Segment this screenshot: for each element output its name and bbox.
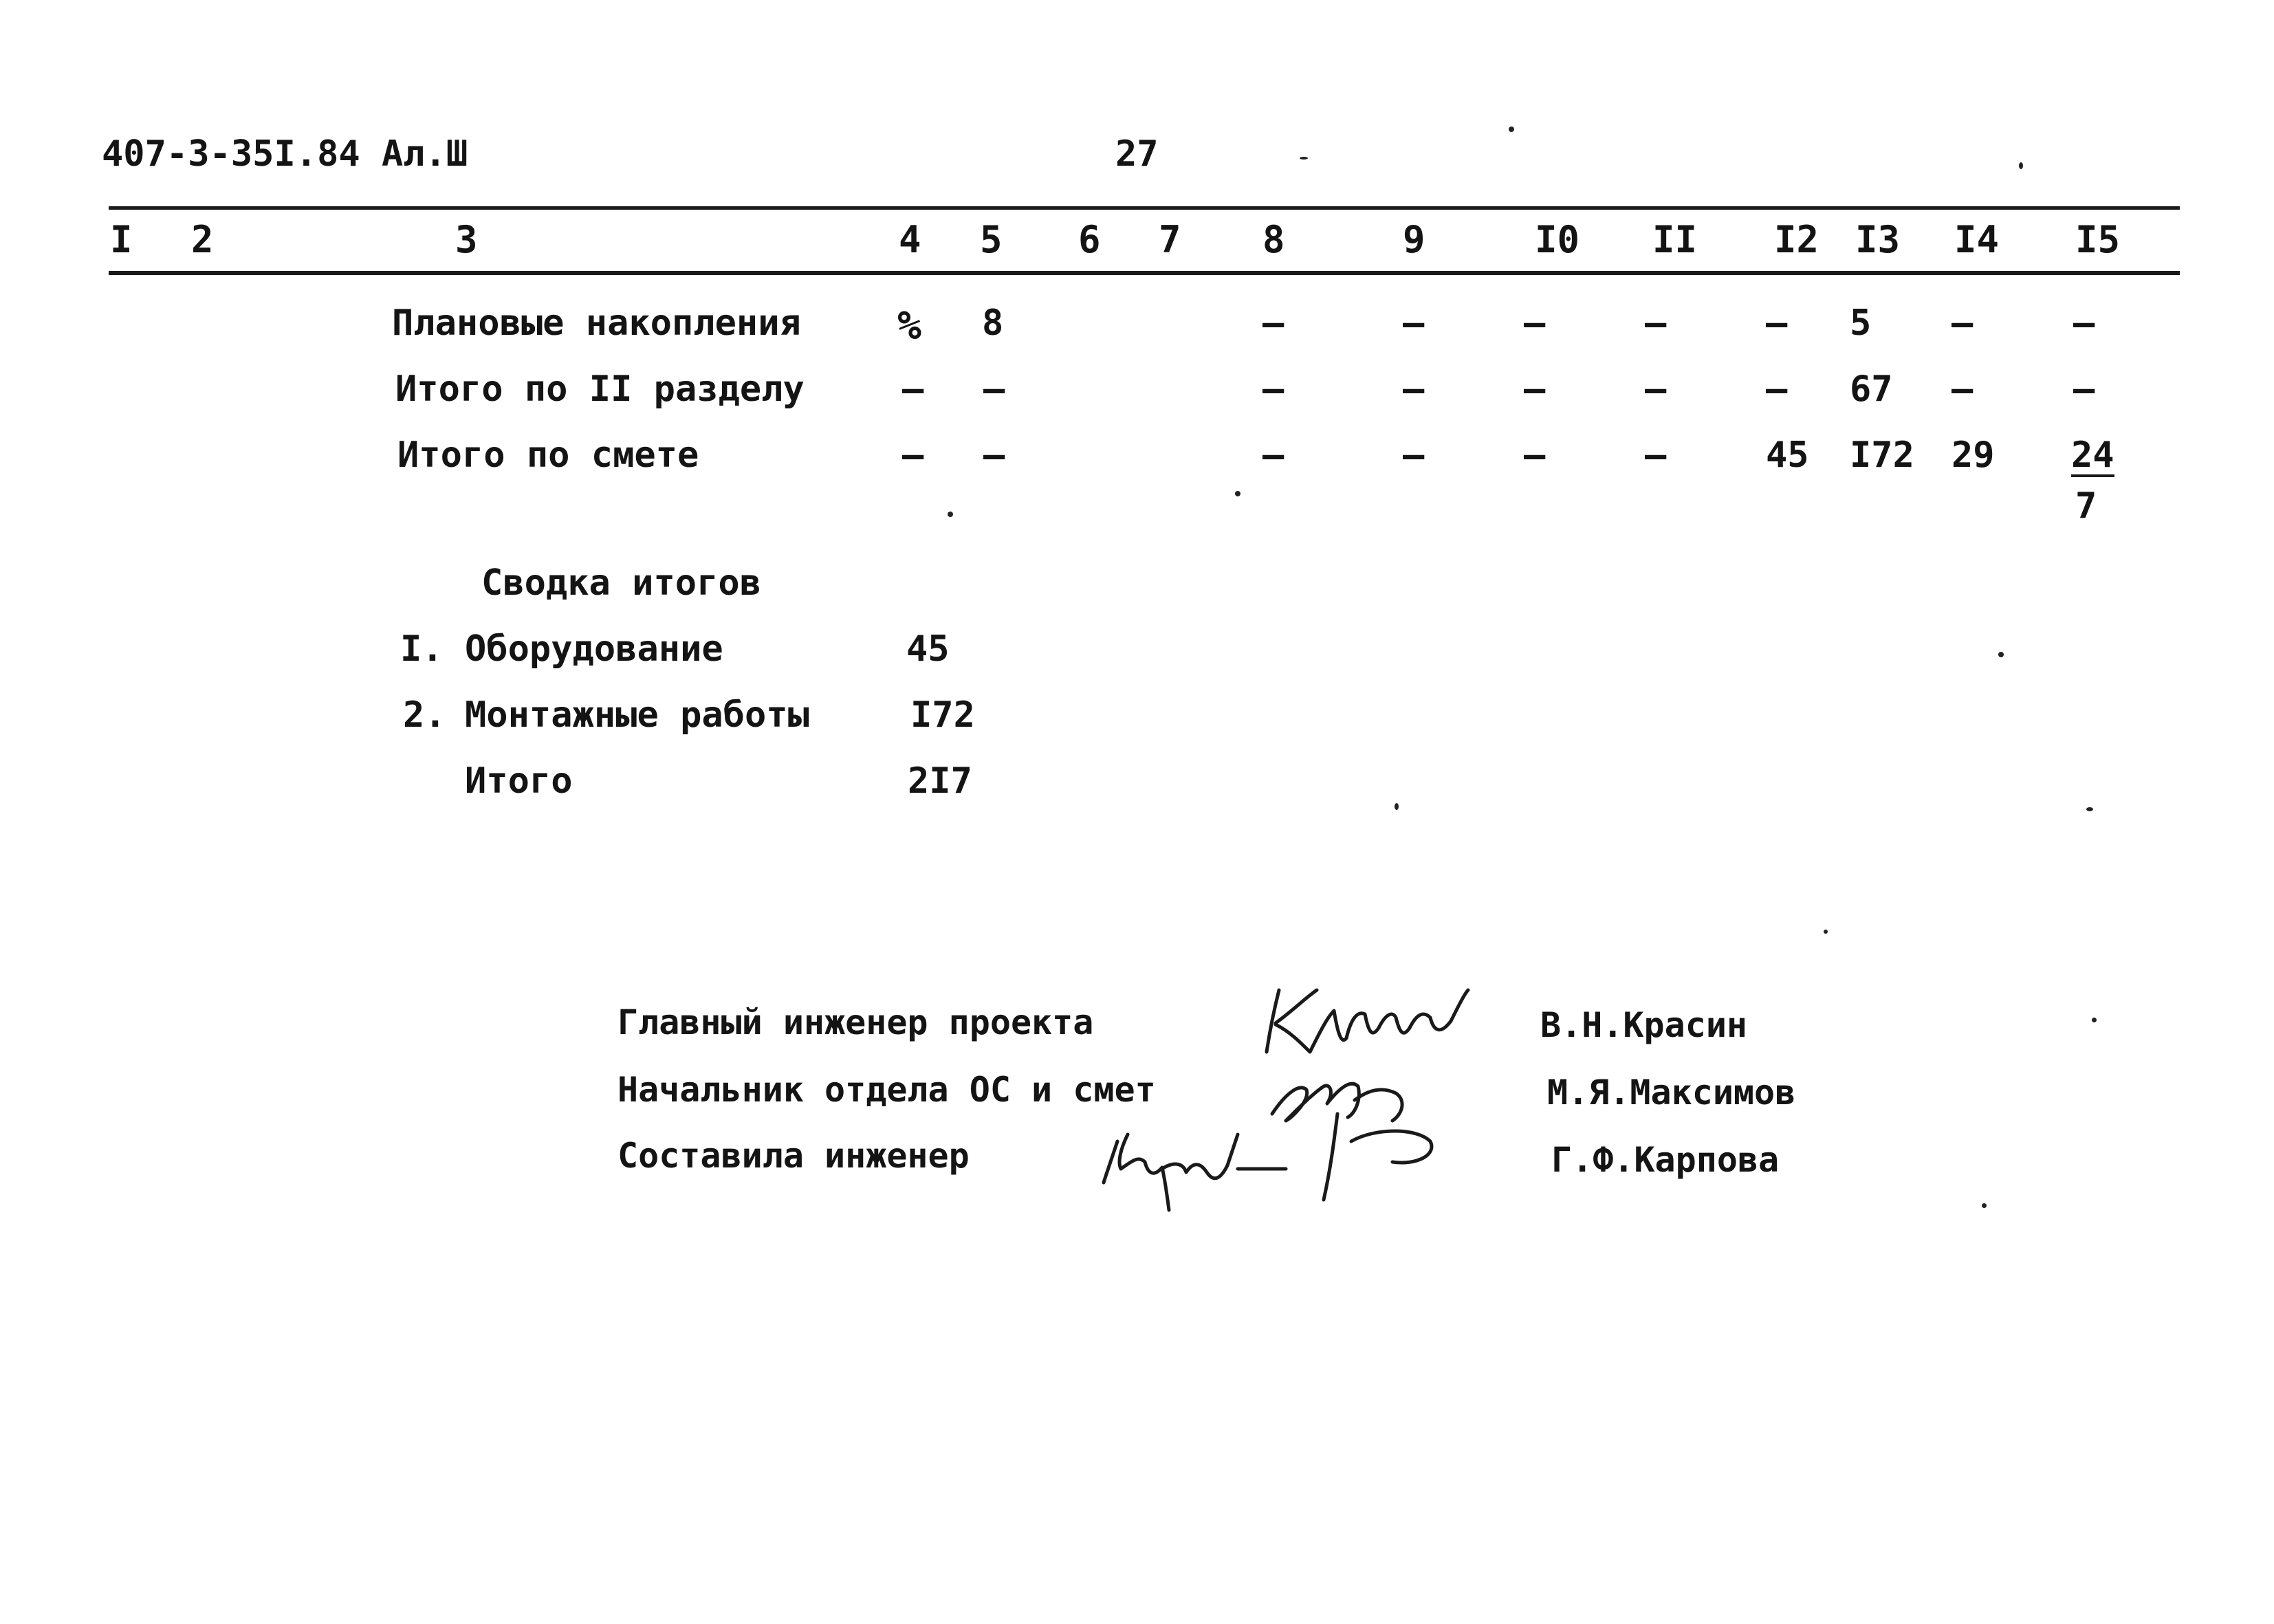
row-label: Итого по II разделу [395, 369, 805, 410]
cell-col9: – [1403, 369, 1425, 410]
column-number: I2 [1774, 218, 1819, 261]
cell-col15-top: 24 [2071, 435, 2114, 476]
column-number: 4 [899, 218, 921, 261]
cell-col14: – [1952, 303, 1974, 344]
column-number: I [110, 218, 133, 261]
cell-col12: – [1766, 303, 1788, 344]
summary-item-label: Монтажные работы [465, 694, 809, 736]
cell-col8: – [1262, 369, 1284, 410]
signer-name: В.Н.Красин [1540, 1005, 1748, 1045]
column-number: I5 [2075, 218, 2121, 261]
scan-speck [1235, 491, 1240, 496]
cell-col13: 5 [1850, 303, 1872, 344]
cell-col4: % [897, 302, 921, 349]
summary-item-value: I72 [910, 694, 975, 736]
page-number: 27 [1115, 133, 1159, 175]
signature-maksimov [1272, 1084, 1432, 1200]
summary-item-number: I. [400, 628, 444, 670]
signature-karpova [1104, 1134, 1286, 1210]
document-code: 407-3-35I.84 Ал.Ш [102, 133, 468, 175]
signature-krasin [1267, 990, 1468, 1052]
cell-col14: 29 [1952, 435, 1995, 476]
scan-speck [1824, 930, 1828, 934]
cell-col15-bottom: 7 [2075, 485, 2097, 527]
column-number: 7 [1159, 218, 1181, 261]
summary-item-value: 45 [906, 628, 950, 670]
signer-name: М.Я.Максимов [1547, 1073, 1796, 1112]
row-label: Итого по смете [397, 435, 699, 476]
column-number: 6 [1078, 218, 1101, 261]
column-number: 5 [980, 218, 1003, 261]
column-number: I0 [1535, 218, 1580, 261]
row-label: Плановые накопления [392, 303, 801, 344]
scan-speck [2092, 1018, 2097, 1022]
cell-col9: – [1403, 303, 1425, 344]
summary-item-label: Оборудование [465, 628, 723, 670]
cell-col8: – [1262, 435, 1284, 476]
cell-col8: – [1262, 303, 1284, 344]
column-number: 8 [1262, 218, 1285, 261]
signer-role: Составила инженер [617, 1136, 970, 1176]
column-number: 2 [191, 218, 214, 261]
cell-col4: – [902, 369, 924, 410]
scan-speck [1509, 127, 1514, 132]
scan-speck [1300, 157, 1308, 160]
column-number: I4 [1954, 218, 2000, 261]
cell-col15: – [2073, 303, 2095, 344]
cell-col10: – [1524, 303, 1546, 344]
cell-col5: – [983, 369, 1005, 410]
scan-speck [1395, 803, 1399, 810]
signer-role: Главный инженер проекта [617, 1002, 1094, 1042]
cell-col14: – [1952, 369, 1974, 410]
column-number: II [1652, 218, 1698, 261]
cell-col11: – [1645, 303, 1667, 344]
scan-speck [2019, 162, 2023, 169]
column-number: 9 [1403, 218, 1425, 261]
cell-col10: – [1524, 435, 1546, 476]
cell-col5: – [983, 435, 1005, 476]
signer-role: Начальник отдела ОС и смет [617, 1070, 1156, 1110]
cell-col15: – [2073, 369, 2095, 410]
cell-col12: 45 [1766, 435, 1809, 476]
cell-col13: I72 [1850, 435, 1914, 476]
scan-speck [2086, 807, 2093, 811]
cell-col13: 67 [1850, 369, 1893, 410]
column-number: I3 [1855, 218, 1901, 261]
cell-col11: – [1645, 435, 1667, 476]
scan-speck [1998, 652, 2004, 657]
cell-col12: – [1766, 369, 1788, 410]
cell-col9: – [1403, 435, 1425, 476]
summary-total-label: Итого [465, 760, 573, 802]
cell-col11: – [1645, 369, 1667, 410]
scan-speck [1982, 1203, 1987, 1208]
scan-speck [948, 512, 953, 517]
signer-name: Г.Ф.Карпова [1551, 1140, 1780, 1180]
summary-title: Сводка итогов [481, 562, 761, 604]
summary-item-number: 2. [403, 694, 446, 736]
cell-col4: – [902, 435, 924, 476]
column-number: 3 [455, 218, 478, 261]
cell-col5: 8 [982, 303, 1004, 344]
summary-total-value: 2I7 [908, 760, 972, 802]
cell-col10: – [1524, 369, 1546, 410]
